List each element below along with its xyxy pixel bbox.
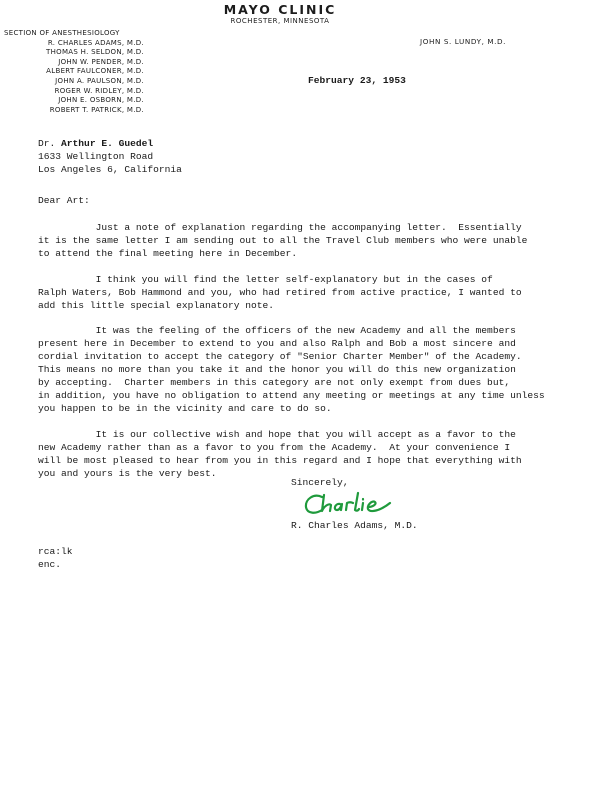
body-line: in addition, you have no obligation to attend any meeting or meetings at any time unless: [38, 390, 545, 401]
salutation: Dear Art:: [38, 195, 90, 206]
staff-member: ALBERT FAULCONER, M.D.: [46, 67, 144, 76]
body-line: cordial invitation to accept the category of "Senior Charter Member" of the Academy.: [38, 351, 522, 362]
paragraph: [38, 428, 578, 480]
signature-image: [300, 489, 400, 517]
paragraph: [38, 273, 578, 312]
staff-list: [4, 29, 144, 115]
clinic-city: ROCHESTER, MINNESOTA: [230, 17, 330, 25]
staff-member: ROGER W. RIDLEY, M.D.: [54, 86, 144, 95]
section-title: SECTION OF ANESTHESIOLOGY: [4, 29, 120, 37]
body-line: It is our collective wish and hope that you will accept as a favor to the: [38, 428, 516, 440]
body-line: It was the feeling of the officers of the new Academy and all the members: [38, 325, 516, 336]
letter-date: February 23, 1953: [308, 75, 406, 86]
recipient-street: 1633 Wellington Road: [38, 151, 154, 162]
body-line: add this little special explanatory note.: [38, 299, 275, 311]
recipient-address: [38, 137, 182, 176]
signature-stroke: [306, 493, 390, 513]
recipient-prefix: Dr.: [38, 138, 62, 149]
body-line: This means no more than you take it and the honor you will do this new organization: [38, 364, 516, 375]
staff-member: JOHN E. OSBORN, M.D.: [58, 96, 144, 105]
body-line: by accepting. Charter members in this category are not only exempt from dues but,: [38, 377, 511, 388]
closing: Sincerely,: [291, 477, 349, 488]
head-physician: JOHN S. LUNDY, M.D.: [420, 37, 507, 46]
body-line: Ralph Waters, Bob Hammond and you, who had retired from active practice, I wanted to: [38, 286, 522, 298]
body-line: you and yours is the very best.: [38, 467, 217, 479]
body-line: present here in December to extend to you and also Ralph and Bob a most sincere and: [38, 338, 516, 349]
signer-name: R. Charles Adams, M.D.: [291, 520, 418, 531]
enclosure-note: enc.: [38, 559, 62, 570]
typist-initials: rca:lk: [38, 546, 73, 557]
body-line: new Academy rather than as a favor to you from the Academy. At your convenience I: [38, 441, 511, 453]
body-line: it is the same letter I am sending out to all the Travel Club members who were unable: [38, 235, 528, 246]
body-line: you happen to be in the vicinity and care to do so.: [38, 403, 332, 414]
recipient-name-line: [38, 137, 182, 150]
paragraph: [38, 221, 578, 260]
recipient-name: Arthur E. Guedel: [61, 138, 154, 149]
letter-body: [38, 221, 578, 492]
staff-member: R. CHARLES ADAMS, M.D.: [47, 38, 144, 47]
body-line: Just a note of explanation regarding the accompanying letter. Essentially: [38, 222, 522, 233]
clinic-name: MAYO CLINIC: [223, 2, 337, 17]
staff-member: ROBERT T. PATRICK, M.D.: [49, 105, 144, 114]
recipient-city: Los Angeles 6, California: [38, 164, 182, 175]
body-line: will be most pleased to hear from you in this regard and I hope that everything with: [38, 454, 522, 466]
body-line: to attend the final meeting here in December.: [38, 248, 298, 259]
staff-member: JOHN W. PENDER, M.D.: [58, 57, 144, 66]
staff-member: THOMAS H. SELDON, M.D.: [46, 48, 144, 57]
reference-initials: [38, 545, 73, 571]
staff-member: JOHN A. PAULSON, M.D.: [55, 76, 144, 85]
body-line: I think you will find the letter self-explanatory but in the cases of: [38, 273, 493, 285]
paragraph: [38, 324, 578, 415]
